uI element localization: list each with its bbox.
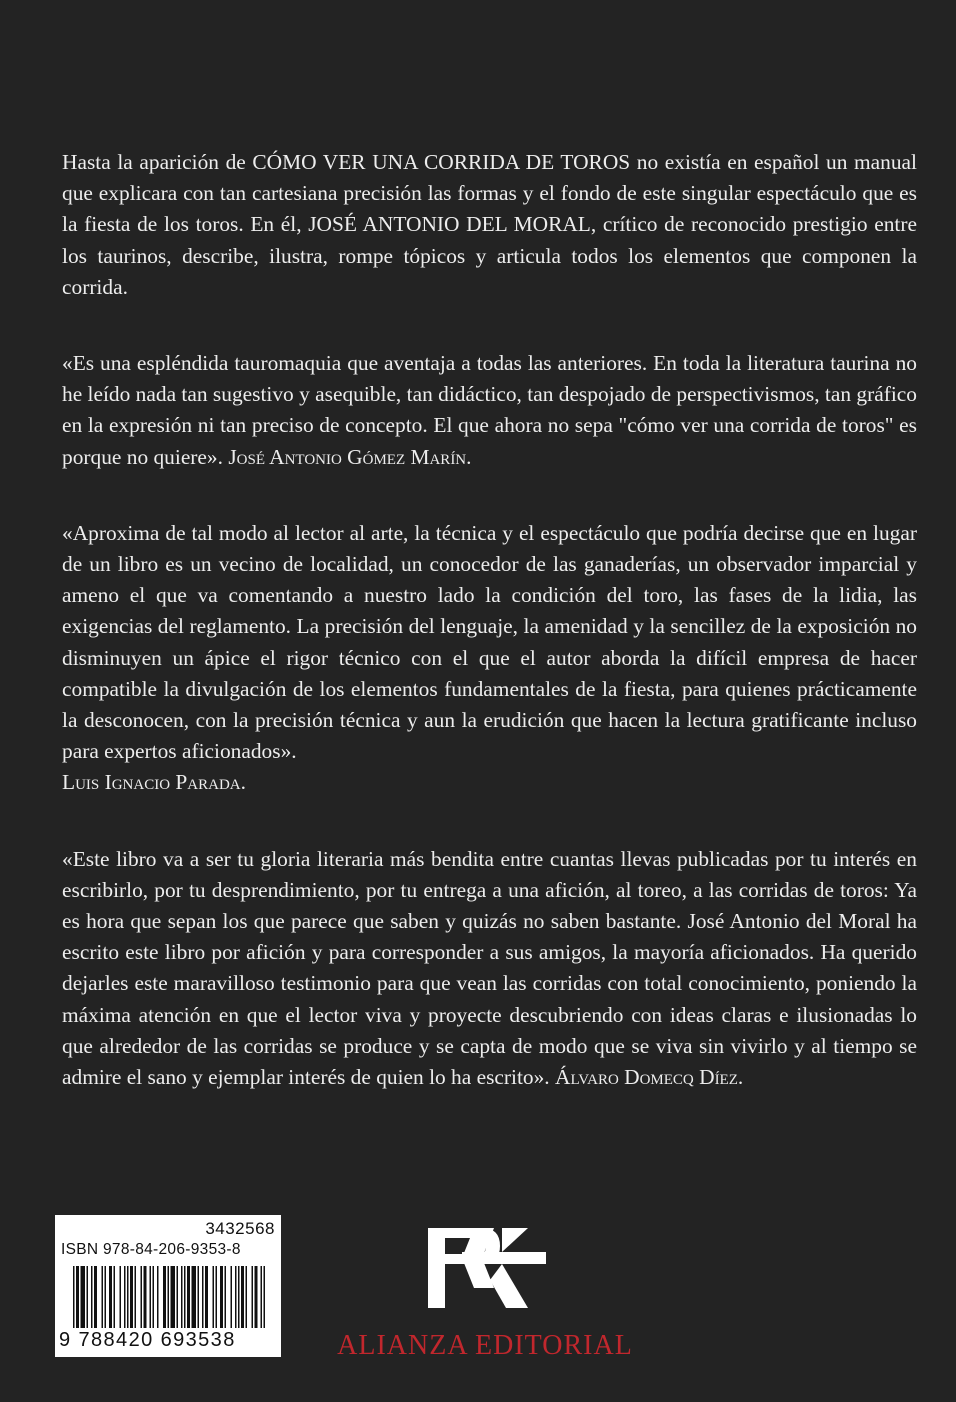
quote-attribution: Luis Ignacio Parada. <box>62 770 246 795</box>
publisher-logo <box>424 1222 550 1308</box>
publisher-name: ALIANZA EDITORIAL <box>337 1330 633 1361</box>
paragraph <box>62 844 917 1094</box>
paragraph-text: «Es una espléndida tauromaquia que aventaja a todas las anteriores. En toda la literatura taurina no he leído nada tan sugestivo y asequible, tan didáctico, tan despojado de perspectivismos, tan gráfico en la expresión ni tan preciso de concepto. El que ahora no sepa "cómo ver una corrida de toros" es porque no quiere». <box>62 351 917 469</box>
quote-attribution: Álvaro Domecq Díez. <box>555 1065 744 1090</box>
paragraph <box>62 348 917 473</box>
barcode-digits: 9 788420 693538 <box>59 1329 236 1351</box>
quote-attribution: José Antonio Gómez Marín. <box>228 444 472 469</box>
paragraph <box>62 518 917 799</box>
inventory-code: 3432568 <box>205 1219 275 1238</box>
back-cover-text <box>62 147 917 1138</box>
paragraph-text: Hasta la aparición de CÓMO VER UNA CORRIDA DE TOROS no existía en español un manual que explicara con tan cartesiana precisión las formas y el fondo de este singular espectáculo que es la fiesta de los toros. En él, JOSÉ ANTONIO DEL MORAL, crítico de reconocido prestigio entre los taurinos, describe, ilustra, rompe tópicos y articula todos los elementos que componen la corrida. <box>62 150 917 299</box>
paragraph-text: «Aproxima de tal modo al lector al arte, la técnica y el espectáculo que podría decirse que en lugar de un libro es un vecino de localidad, un conocedor de las ganaderías, un observador imparcial y ameno el que va comentando a nuestro lado la condición del toro, las fases de la lidia, las exigencias del reglamento. La precisión del lenguaje, la amenidad y la sencillez de la exposición no disminuyen un ápice el rigor técnico con el que el autor aborda la difícil empresa de hacer compatible la divulgación de los elementos fundamentales de la fiesta, para quienes prácticamente la desconocen, con la precisión técnica y aun la erudición que hacen la lectura gratificante incluso para expertos aficionados». <box>62 520 917 764</box>
paragraph-text: «Este libro va a ser tu gloria literaria más bendita entre cuantas llevas publicadas por tu interés en escribirlo, por tu desprendimiento, por tu entrega a una afición, al toreo, a las corridas de toros: Ya es hora que sepan los que parece que saben y quizás no saben bastante. José Antonio del Moral ha escrito este libro por afición y para corresponder a sus amigos, la mayoría aficionados. Ha querido dejarles este maravilloso testimonio para que vean las corridas con total conocimiento, poniendo la máxima atención en que el lector viva y proyecte descubriendo con ideas claras e ilusionadas lo que alrededor de las corridas se produce y se capta de modo que se viva sin vivirlo y al tiempo se admire el sano y ejemplar interés de quien lo ha escrito». <box>62 846 917 1090</box>
isbn-text: ISBN 978-84-206-9353-8 <box>61 1241 241 1258</box>
paragraph <box>62 147 917 303</box>
barcode-label <box>55 1215 281 1357</box>
barcode-bars <box>73 1266 265 1328</box>
